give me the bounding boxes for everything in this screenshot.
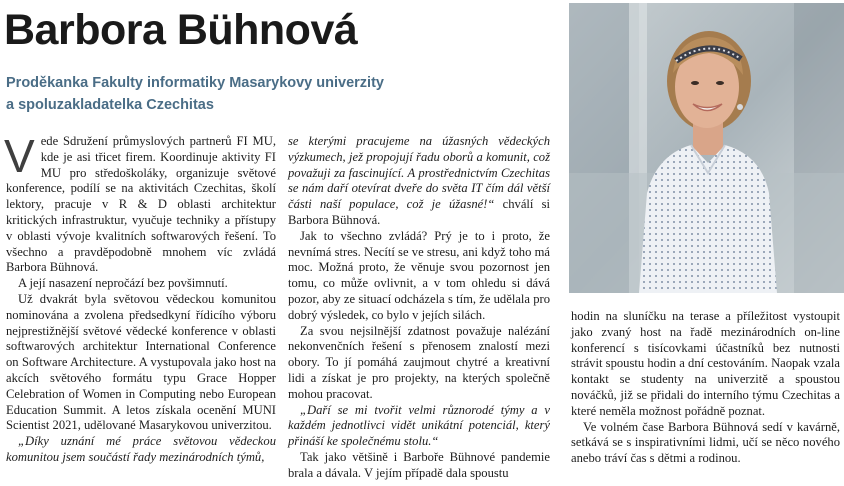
portrait-photo	[569, 3, 844, 293]
article-column-1	[4, 130, 276, 466]
paragraph: Tak jako většině i Barboře Bühnové pandemie brala a dávala. V jejím případě dala spoustu	[288, 449, 550, 480]
article-column-2	[288, 134, 550, 482]
subtitle-line-1: Proděkanka Fakulty informatiky Masarykovy univerzity	[6, 75, 384, 91]
paragraph: Za svou nejsilnější zdatnost považuje nalézání nekonvenčních řešení s přenosem znalostí mezi obory. To jí pomáhá zaujmout chytré a kreativní lidi a získat je pro projekty, na kterých společně mohou pracovat.	[288, 323, 550, 401]
quote-paragraph: „Díky uznání mé práce světovou vědeckou komunitou jsem součástí řady mezinárodních týmů,	[6, 434, 276, 464]
article-title: Barbora Bühnová	[4, 6, 358, 54]
paragraph: Už dvakrát byla světovou vědeckou komunitou nominována a zvolena předsedkyní řídicího výboru nejprestižnější světové vědecké konference v oblasti softwarových architektur International Conference on Software Architecture. A vystupovala jako host na akcích světového formátu typu Grace Hopper Celebration of Women in Computing nebo European Education Summit. A letos získala ocenění MUNI Scientist 2021, udělované Masarykovou univerzitou.	[6, 291, 276, 433]
paragraph: hodin na sluníčku na terase a příležitost vystoupit jako zvaný host na řadě mezinárodních on-line konferencí s tisícovkami účastníků bez nutnosti strávit spoustu hodin a dní cestováním. Naopak vzala kontakt se studenty na univerzitě a spoustou nováčků, již se přidali do interního týmu Czechitas a které neměla možnost pořádně poznat.	[571, 309, 840, 418]
article-column-3	[571, 309, 840, 467]
paragraph	[288, 134, 550, 229]
drop-cap: V	[4, 130, 35, 182]
paragraph: Ve volném čase Barbora Bühnová sedí v kavárně, setkává se s inspirativními lidmi, učí se něco nového anebo tráví čas s dětmi a rodinou.	[571, 419, 840, 466]
subtitle-line-2: a spoluzakladatelka Czechitas	[6, 97, 214, 113]
quote-text: se kterými pracujeme na úžasných vědeckých výzkumech, jež propojují řadu oborů a komunit, což považuji za fascinující. A prostřednictvím Czechitas se nám daří otevírat dveře do světa IT čím dál větší části naší populace, což je úžasné!“	[288, 134, 550, 212]
paragraph: Jak to všechno zvládá? Prý je to i proto, že nevnímá stres. Necítí se ve stresu, ani když toho má moc. Možná proto, že věnuje svou pozornost jen tomu, co může ovlivnit, a v tom ohledu si dává pozor, aby ze situací odcházela s tím, že udělala pro dobrý výsledek, co bylo v jejích silách.	[288, 228, 550, 322]
quote-paragraph: „Daří se mi tvořit velmi různorodé týmy a v každém jednotlivci vidět unikátní potenciál, který přináší ke společnému stolu.“	[288, 402, 550, 449]
paragraph: A její nasazení nepročází bez povšimnutí.	[18, 276, 228, 291]
attribution-text: chválí si Barbora Bühnová.	[288, 197, 550, 227]
article-subtitle	[6, 72, 446, 116]
paragraph: Vede Sdružení průmyslových partnerů FI MU, kde je asi třicet firem. Koordinuje aktivity FI MU pro středoškoláky, organizuje světové konference, podílí se na aktivitách Czechitas, školí lektory, pracuje v R & D oblasti architektur kritických infrastruktur, vyučuje techniky a přístupy v oblasti vývoje kvalitních softwarových řešení. To všechno a pravděpodobně mnohem víc zvládá Barbora Bühnová.	[4, 130, 276, 275]
